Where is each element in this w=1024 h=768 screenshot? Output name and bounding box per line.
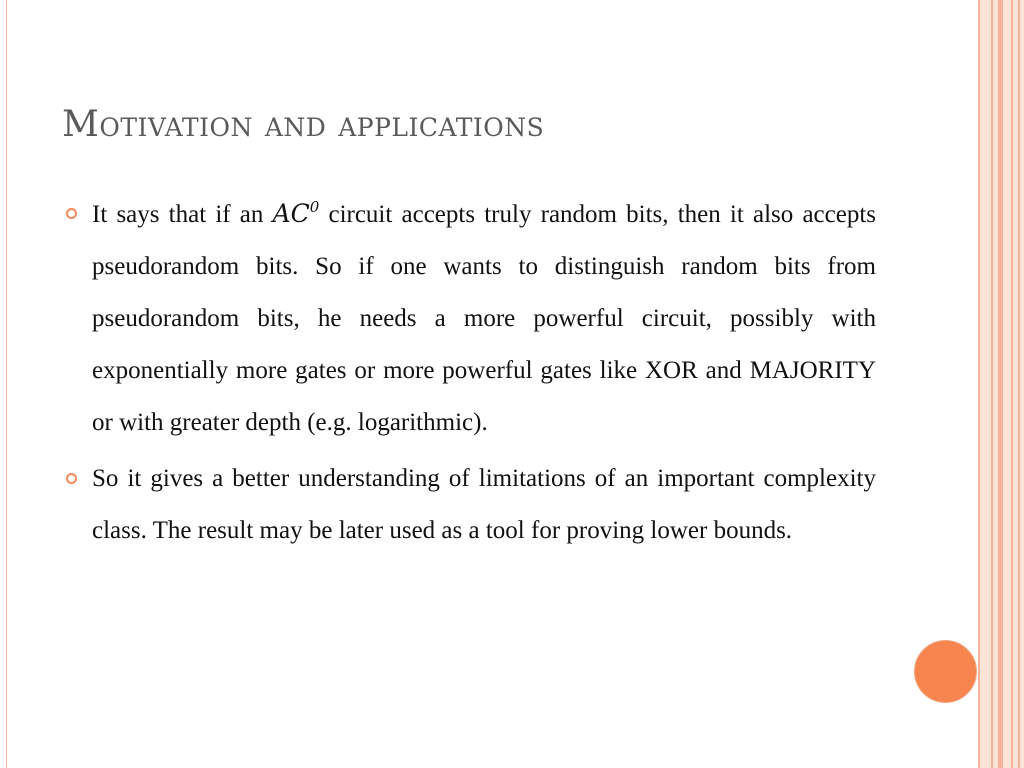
stripe — [978, 0, 980, 768]
left-border-line — [6, 0, 7, 768]
stripe — [998, 0, 1003, 768]
math-superscript: 0 — [309, 198, 320, 216]
right-decorative-stripes — [978, 0, 1024, 768]
stripe — [991, 0, 993, 768]
bullet-text-end: circuit accepts truly random bits, then it also accepts pseudorandom bits. So if one wants to distinguish random bits from pseudorandom bits, he needs a more powerful circuit, possibly with exponentially more gates or more powerful gates like XOR and MAJORITY or with greater depth (e.g. logarithmic). — [92, 201, 876, 436]
stripe — [1011, 0, 1013, 768]
bullet-item — [66, 453, 876, 557]
math-base: AC — [272, 199, 310, 228]
hollow-circle-bullet-icon — [66, 473, 77, 484]
orange-circle-decoration-icon — [914, 640, 977, 703]
hollow-circle-bullet-icon — [66, 208, 77, 219]
bullet-item — [66, 188, 876, 449]
bullet-text: So it gives a better understanding of limitations of an important complexity class. The result may be later used as a tool for proving lower bounds. — [92, 465, 876, 544]
stripe — [1018, 0, 1020, 768]
bullet-list — [66, 188, 876, 561]
slide-title: Motivation and applications — [62, 104, 545, 145]
math-expression — [273, 199, 320, 228]
bullet-text-start: It says that if an — [92, 201, 273, 228]
